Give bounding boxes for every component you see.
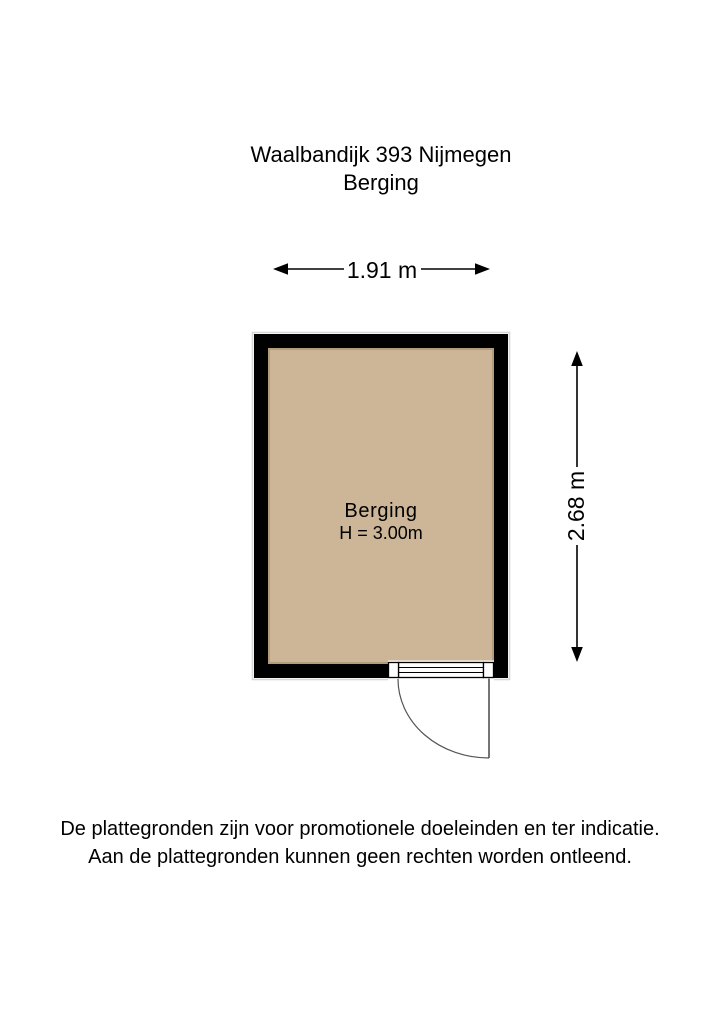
door-jamb-right bbox=[484, 663, 494, 678]
plan-title-room: Berging bbox=[343, 170, 419, 195]
height-dimension bbox=[563, 351, 591, 662]
width-dimension-arrowhead-left bbox=[273, 263, 288, 275]
width-dimension bbox=[273, 256, 490, 283]
door-swing-arc bbox=[398, 679, 489, 758]
plan-title-address: Waalbandijk 393 Nijmegen bbox=[250, 142, 512, 167]
height-dimension-arrowhead-bottom bbox=[571, 647, 583, 662]
room-label-group bbox=[339, 500, 423, 543]
disclaimer-line-1: De plattegronden zijn voor promotionele doeleinden en ter indicatie. bbox=[60, 818, 660, 840]
width-dimension-label: 1.91 m bbox=[346, 257, 418, 283]
door-jamb-left bbox=[389, 663, 399, 678]
room-name-label: Berging bbox=[344, 500, 418, 522]
disclaimer bbox=[0, 815, 720, 871]
width-dimension-arrowhead-right bbox=[475, 263, 490, 275]
room-ceiling-height-label: H = 3.00m bbox=[339, 523, 423, 543]
door bbox=[388, 661, 494, 759]
height-dimension-label: 2.68 m bbox=[563, 470, 589, 542]
disclaimer-line-2: Aan de plattegronden kunnen geen rechten worden ontleend. bbox=[88, 846, 632, 868]
height-dimension-arrowhead-top bbox=[571, 351, 583, 366]
door-threshold bbox=[399, 663, 484, 678]
